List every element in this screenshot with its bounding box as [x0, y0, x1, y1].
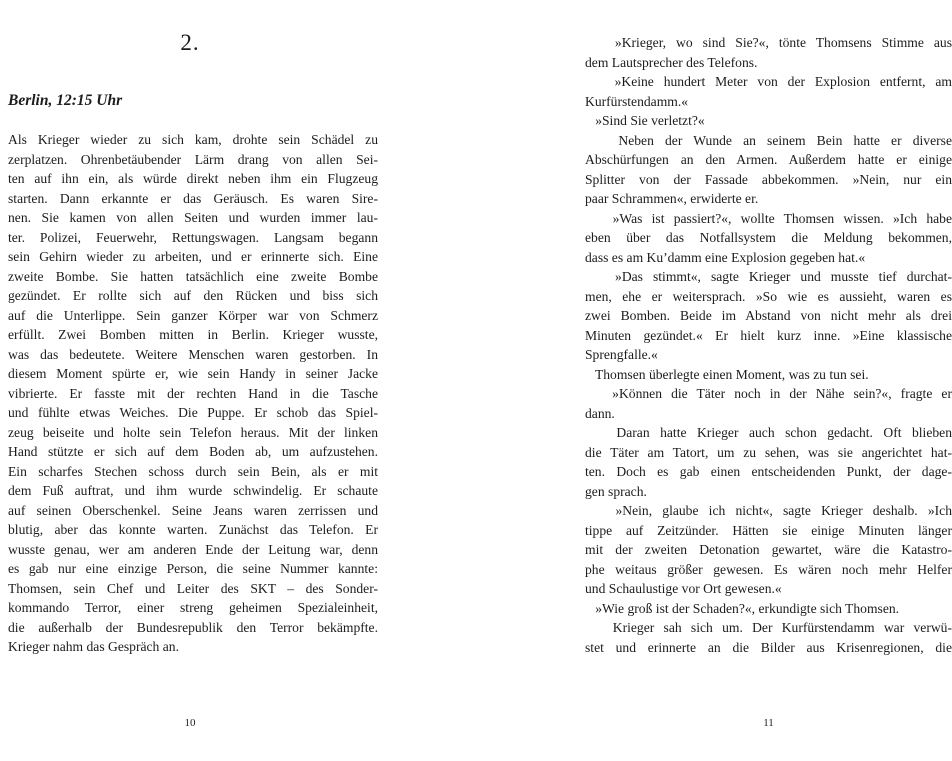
text-line: zweite Bombe. Sie hatten tatsächlich eine zweite Bombe: [8, 268, 378, 284]
text-line: Kurfürstendamm.«: [585, 93, 689, 109]
text-line: Abschürfungen an den Armen. Außerdem hatte er einige: [585, 152, 952, 167]
text-line: Neben der Wunde an seinem Bein hatte er diverse: [585, 132, 952, 148]
text-line: paar Schrammen«, erwiderte er.: [585, 191, 759, 206]
text-line: Thomsen überlegte einen Moment, was zu tun sei.: [585, 366, 869, 382]
text-line: auf die Unterlippe. Sein ganzer Körper war von Schmerz: [8, 307, 378, 323]
chapter-number: 2.: [180, 30, 200, 55]
text-line: tippe auf Zeitzünder. Hätten sie einige Minuten länger: [585, 522, 952, 538]
text-line: »Wie groß ist der Schaden?«, erkundigte sich Thomsen.: [585, 600, 900, 616]
text-line: zerplatzen. Ohrenbetäubender Lärm drang von allen Sei-: [8, 151, 378, 167]
text-line: und Schaulustige vor Ort gewesen.«: [585, 581, 782, 596]
text-line: Daran hatte Krieger auch schon gedacht. Oft blieben: [585, 425, 952, 440]
text-line: Krieger nahm das Gespräch an.: [8, 639, 179, 654]
text-line: ten auf ihn ein, als würde direkt neben ihm ein Flugzeug: [8, 171, 378, 186]
chapter-subtitle: Berlin, 12:15 Uhr: [8, 92, 123, 109]
text-line: dass es am Ku’damm eine Explosion gegeben hat.«: [585, 249, 866, 265]
text-line: Krieger sah sich um. Der Kurfürstendamm war verwü-: [585, 620, 952, 635]
text-line: vibrierte. Er fasste mit der rechten Hand in die Tasche: [8, 385, 378, 401]
text-line: und fühlte etwas Weiches. Die Puppe. Er schob das Spiel-: [8, 405, 378, 420]
page-number-left: 10: [184, 717, 196, 729]
text-line: men, ehe er weitersprach. »So wie es aussieht, waren es: [585, 288, 952, 304]
text-line: »Keine hundert Meter von der Explosion entfernt, am: [585, 74, 952, 89]
text-line: Thomsen, sein Chef und Leiter des SKT – des Sonder-: [8, 580, 378, 596]
text-line: mit der zweiten Detonation gewartet, wäre die Katastro-: [585, 542, 952, 557]
text-line: Als Krieger wieder zu sich kam, drohte sein Schädel zu: [8, 132, 378, 147]
text-line: gezündet. Er rollte sich auf den Rücken und biss sich: [8, 288, 378, 303]
page-number-right: 11: [763, 717, 774, 729]
left-page: [0, 0, 380, 761]
text-line: zeug beiseite und holte sein Telefon heraus. Mit der linken: [8, 424, 378, 440]
text-line: ten. Doch es gab einen entscheidenden Punkt, der dage-: [585, 464, 952, 479]
text-line: »Nein, glaube ich nicht«, sagte Krieger deshalb. »Ich: [585, 503, 952, 518]
text-line: erfüllt. Zwei Bomben mitten in Berlin. Krieger wusste,: [8, 327, 378, 342]
text-line: starten. Dann erkannte er das Geräusch. Es waren Sire-: [8, 190, 378, 206]
text-line: zwei Bomben. Beide im Abstand von nicht mehr als drei: [585, 308, 952, 323]
left-page-body: [8, 130, 378, 657]
text-line: sein Gehirn wieder zu arbeiten, und er erinnerte sich. Eine: [8, 249, 378, 264]
text-line: Minuten gezündet.« Er hielt kurz inne. »Eine klassische: [585, 327, 952, 343]
text-line: dem Lautsprecher des Telefons.: [585, 54, 758, 70]
text-line: die außerhalb der Bundesrepublik den Terror bekämpfte.: [8, 619, 378, 635]
text-line: Ein scharfes Stechen schoss durch sein Bein, als er mit: [8, 463, 378, 479]
text-line: dann.: [585, 405, 615, 421]
text-line: »Krieger, wo sind Sie?«, tönte Thomsens Stimme aus: [585, 35, 952, 50]
text-line: die Täter am Tatort, um zu sehen, was sie angerichtet hat-: [585, 444, 952, 460]
text-line: es gab nur eine einzige Person, die seine Nummer kannte:: [8, 561, 378, 576]
text-line: diesem Moment spürte er, wie sein Handy in seiner Jacke: [8, 366, 378, 381]
text-line: wusste genau, wer am anderen Ende der Leitung war, denn: [8, 541, 378, 557]
text-line: Splitter von der Fassade abbekommen. »Nein, nur ein: [585, 171, 952, 187]
text-line: ter. Polizei, Feuerwehr, Rettungswagen. Langsam begann: [8, 229, 378, 245]
text-line: »Können die Täter noch in der Nähe sein?«, fragte er: [585, 386, 952, 401]
text-line: auf seinen Oberschenkel. Seine Jeans waren zerrissen und: [8, 502, 378, 518]
right-page: [585, 0, 952, 761]
text-line: Hand stützte er sich auf dem Boden ab, um aufzustehen.: [8, 444, 378, 459]
text-line: was das bedeutete. Weitere Menschen waren gestorben. In: [8, 346, 378, 362]
text-line: gen sprach.: [585, 483, 647, 499]
text-line: Sprengfalle.«: [585, 347, 658, 362]
text-line: nen. Sie kamen von allen Seiten und wurden immer lau-: [8, 210, 378, 225]
text-line: »Was ist passiert?«, wollte Thomsen wissen. »Ich habe: [585, 210, 952, 226]
text-line: kommando Terror, einer streng geheimen Spezialeinheit,: [8, 600, 378, 615]
right-page-body: [585, 33, 952, 657]
text-line: phe weitaus größer gewesen. Es wären noch mehr Helfer: [585, 561, 952, 577]
text-line: blutig, aber das konnte warten. Zunächst das Telefon. Er: [8, 522, 378, 537]
text-line: »Sind Sie verletzt?«: [585, 113, 705, 128]
text-line: eben über das Notfallsystem die Meldung bekommen,: [585, 230, 952, 245]
text-line: stet und erinnerte an die Bilder aus Krisenregionen, die: [585, 639, 952, 655]
text-line: dem Fuß auftrat, und ihm wurde schwindelig. Er schaute: [8, 483, 378, 498]
text-line: »Das stimmt«, sagte Krieger und musste tief durchat-: [585, 269, 952, 284]
